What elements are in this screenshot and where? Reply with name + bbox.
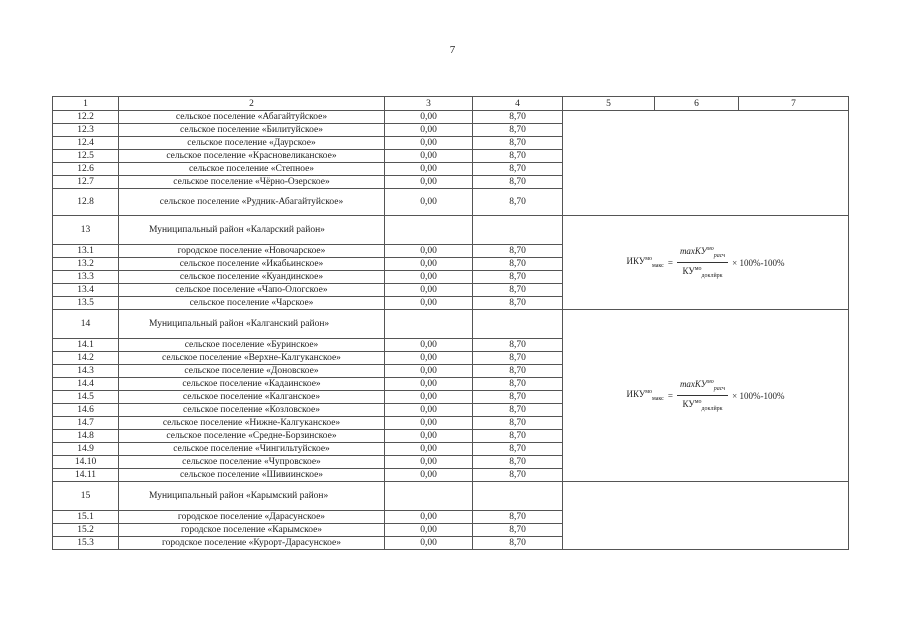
row-name-cell: сельское поселение «Абагайтуйское» [119, 111, 385, 124]
row-value-3-cell: 0,00 [385, 456, 473, 469]
row-value-3-cell: 0,00 [385, 378, 473, 391]
formula-fraction: $\frac{\max КУ^{мо}_{расч}}{КУ^{мо}_{доклйрк}}$ [677, 376, 728, 415]
row-value-3-cell: 0,00 [385, 404, 473, 417]
row-value-4-cell: 8,70 [473, 365, 563, 378]
row-name-cell: сельское поселение «Степное» [119, 163, 385, 176]
row-number-cell: 14.4 [53, 378, 119, 391]
row-value-3-cell: 0,00 [385, 524, 473, 537]
row-name-cell: сельское поселение «Буринское» [119, 339, 385, 352]
row-value-3-cell: 0,00 [385, 258, 473, 271]
formula-cell [563, 216, 849, 310]
row-name-cell: сельское поселение «Чапо-Ологское» [119, 284, 385, 297]
row-value-3-cell: 0,00 [385, 391, 473, 404]
row-value-4-cell: 8,70 [473, 150, 563, 163]
row-number-cell: 12.7 [53, 176, 119, 189]
row-number-cell: 14 [53, 310, 119, 339]
row-value-4-cell: 8,70 [473, 339, 563, 352]
formula-tail: × 100%-100% [732, 390, 785, 401]
row-number-cell: 13.1 [53, 245, 119, 258]
row-value-4-cell: 8,70 [473, 511, 563, 524]
table-row [53, 310, 849, 339]
row-value-4-cell: 8,70 [473, 537, 563, 550]
row-value-4-cell: 8,70 [473, 524, 563, 537]
header-cell: 3 [385, 97, 473, 111]
row-value-4-cell: 8,70 [473, 124, 563, 137]
row-name-cell: сельское поселение «Шивиинское» [119, 469, 385, 482]
row-value-4-cell: 8,70 [473, 352, 563, 365]
row-number-cell: 14.10 [53, 456, 119, 469]
row-number-cell: 14.1 [53, 339, 119, 352]
row-name-cell: сельское поселение «Калганское» [119, 391, 385, 404]
row-value-4-cell: 8,70 [473, 245, 563, 258]
row-value-3-cell: 0,00 [385, 511, 473, 524]
row-number-cell: 14.6 [53, 404, 119, 417]
header-cell: 7 [739, 97, 849, 111]
row-name-cell: сельское поселение «Куандинское» [119, 271, 385, 284]
row-number-cell: 14.11 [53, 469, 119, 482]
row-value-3-cell: 0,00 [385, 124, 473, 137]
row-number-cell: 12.5 [53, 150, 119, 163]
row-name-cell: сельское поселение «Доновское» [119, 365, 385, 378]
row-name-cell: сельское поселение «Чёрно-Озерское» [119, 176, 385, 189]
row-value-4-cell [473, 482, 563, 511]
row-value-3-cell: 0,00 [385, 245, 473, 258]
formula-tail: × 100%-100% [732, 257, 785, 268]
header-cell: 4 [473, 97, 563, 111]
row-name-cell: Муниципальный район «Каларский район» [119, 216, 385, 245]
row-value-4-cell: 8,70 [473, 378, 563, 391]
row-value-3-cell: 0,00 [385, 352, 473, 365]
row-number-cell: 15 [53, 482, 119, 511]
row-number-cell: 15.3 [53, 537, 119, 550]
row-value-4-cell: 8,70 [473, 189, 563, 216]
row-number-cell: 13.4 [53, 284, 119, 297]
row-value-3-cell: 0,00 [385, 284, 473, 297]
row-value-3-cell: 0,00 [385, 163, 473, 176]
row-value-4-cell: 8,70 [473, 176, 563, 189]
index-formula: $ИКУ^{мо}_{макс}$ = $\frac{\max КУ^{мо}_{расч}}{КУ^{мо}_{доклйрк}}$ × 100%-100% [627, 376, 785, 415]
row-value-3-cell: 0,00 [385, 150, 473, 163]
row-number-cell: 14.3 [53, 365, 119, 378]
page-number: 7 [449, 44, 456, 56]
row-value-4-cell: 8,70 [473, 404, 563, 417]
row-name-cell: сельское поселение «Кадаинское» [119, 378, 385, 391]
row-name-cell: сельское поселение «Козловское» [119, 404, 385, 417]
formula-lhs: $ИКУ^{мо}_{макс}$ [626, 389, 664, 402]
row-number-cell: 14.7 [53, 417, 119, 430]
row-value-3-cell: 0,00 [385, 430, 473, 443]
row-value-3-cell [385, 310, 473, 339]
row-value-4-cell: 8,70 [473, 137, 563, 150]
row-value-4-cell: 8,70 [473, 163, 563, 176]
row-value-3-cell: 0,00 [385, 271, 473, 284]
row-number-cell: 14.9 [53, 443, 119, 456]
row-name-cell: городское поселение «Карымское» [119, 524, 385, 537]
row-value-3-cell: 0,00 [385, 469, 473, 482]
row-value-3-cell: 0,00 [385, 537, 473, 550]
row-value-3-cell: 0,00 [385, 417, 473, 430]
row-number-cell: 13.3 [53, 271, 119, 284]
table-row [53, 216, 849, 245]
row-name-cell: сельское поселение «Чупровское» [119, 456, 385, 469]
row-value-4-cell: 8,70 [473, 111, 563, 124]
row-value-4-cell: 8,70 [473, 391, 563, 404]
row-name-cell: сельское поселение «Верхне-Калгуканское» [119, 352, 385, 365]
header-cell: 2 [119, 97, 385, 111]
blank-merged-cell [563, 482, 849, 550]
row-value-3-cell: 0,00 [385, 176, 473, 189]
row-number-cell: 14.2 [53, 352, 119, 365]
row-name-cell: сельское поселение «Нижне-Калгуканское» [119, 417, 385, 430]
row-value-3-cell [385, 482, 473, 511]
row-value-4-cell: 8,70 [473, 284, 563, 297]
formula-cell [563, 310, 849, 482]
header-row [53, 97, 849, 111]
header-cell: 5 [563, 97, 655, 111]
row-number-cell: 15.1 [53, 511, 119, 524]
row-name-cell: сельское поселение «Чарское» [119, 297, 385, 310]
row-name-cell: сельское поселение «Средне-Борзинское» [119, 430, 385, 443]
row-value-4-cell: 8,70 [473, 297, 563, 310]
row-number-cell: 13.5 [53, 297, 119, 310]
table-row [53, 111, 849, 124]
row-value-4-cell: 8,70 [473, 258, 563, 271]
row-number-cell: 13.2 [53, 258, 119, 271]
row-value-3-cell: 0,00 [385, 365, 473, 378]
header-cell: 1 [53, 97, 119, 111]
row-number-cell: 14.5 [53, 391, 119, 404]
data-table [52, 96, 849, 550]
row-number-cell: 13 [53, 216, 119, 245]
row-number-cell: 12.6 [53, 163, 119, 176]
table-row [53, 482, 849, 511]
row-name-cell: сельское поселение «Чингильтуйское» [119, 443, 385, 456]
row-value-4-cell [473, 216, 563, 245]
row-number-cell: 15.2 [53, 524, 119, 537]
row-value-4-cell [473, 310, 563, 339]
row-name-cell: городское поселение «Курорт-Дарасунское» [119, 537, 385, 550]
row-name-cell: городское поселение «Дарасунское» [119, 511, 385, 524]
row-value-4-cell: 8,70 [473, 469, 563, 482]
row-name-cell: Муниципальный район «Калганский район» [119, 310, 385, 339]
row-value-3-cell [385, 216, 473, 245]
row-value-4-cell: 8,70 [473, 271, 563, 284]
index-formula: $ИКУ^{мо}_{макс}$ = $\frac{\max КУ^{мо}_{расч}}{КУ^{мо}_{доклйрк}}$ × 100%-100% [627, 243, 785, 282]
row-name-cell: сельское поселение «Билитуйское» [119, 124, 385, 137]
row-name-cell: сельское поселение «Даурское» [119, 137, 385, 150]
row-number-cell: 14.8 [53, 430, 119, 443]
row-value-4-cell: 8,70 [473, 430, 563, 443]
row-value-3-cell: 0,00 [385, 339, 473, 352]
row-name-cell: городское поселение «Новочарское» [119, 245, 385, 258]
header-cell: 6 [655, 97, 739, 111]
row-name-cell: сельское поселение «Красновеликанское» [119, 150, 385, 163]
row-value-3-cell: 0,00 [385, 443, 473, 456]
row-value-4-cell: 8,70 [473, 417, 563, 430]
formula-fraction: $\frac{\max КУ^{мо}_{расч}}{КУ^{мо}_{доклйрк}}$ [677, 243, 728, 282]
row-name-cell: Муниципальный район «Карымский район» [119, 482, 385, 511]
row-value-3-cell: 0,00 [385, 189, 473, 216]
row-value-3-cell: 0,00 [385, 111, 473, 124]
row-number-cell: 12.2 [53, 111, 119, 124]
row-name-cell: сельское поселение «Икабьинское» [119, 258, 385, 271]
formula-lhs: $ИКУ^{мо}_{макс}$ [626, 256, 664, 269]
row-value-4-cell: 8,70 [473, 456, 563, 469]
blank-merged-cell [563, 111, 849, 216]
row-value-3-cell: 0,00 [385, 137, 473, 150]
row-value-3-cell: 0,00 [385, 297, 473, 310]
row-number-cell: 12.4 [53, 137, 119, 150]
row-number-cell: 12.3 [53, 124, 119, 137]
row-value-4-cell: 8,70 [473, 443, 563, 456]
row-name-cell: сельское поселение «Рудник-Абагайтуйское» [119, 189, 385, 216]
row-number-cell: 12.8 [53, 189, 119, 216]
